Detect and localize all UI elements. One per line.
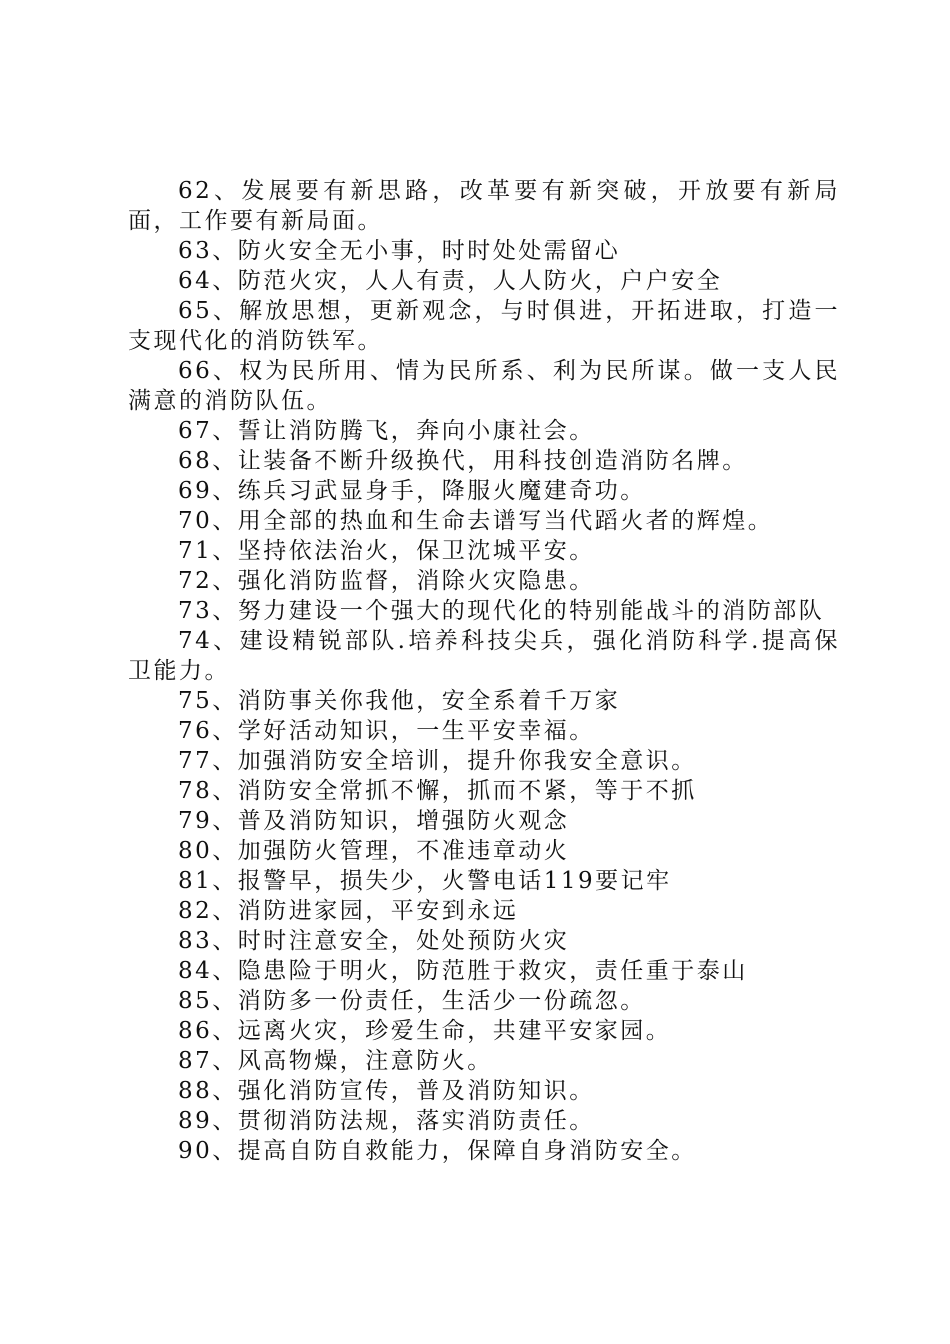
paragraph: 71、坚持依法治火，保卫沈城平安。 — [178, 538, 595, 564]
paragraph: 81、报警早，损失少，火警电话119要记牢 — [178, 868, 672, 894]
paragraph: 72、强化消防监督，消除火灾隐患。 — [178, 568, 595, 594]
paragraph: 78、消防安全常抓不懈，抓而不紧，等于不抓 — [178, 778, 697, 804]
paragraph: 86、远离火灾，珍爱生命，共建平安家园。 — [178, 1018, 672, 1044]
paragraph: 73、努力建设一个强大的现代化的特别能战斗的消防部队 — [178, 598, 825, 624]
paragraph: 67、誓让消防腾飞，奔向小康社会。 — [178, 418, 595, 444]
paragraph: 66、权为民所用、情为民所系、利为民所谋。做一支人民满意的消防队伍。 — [128, 358, 840, 414]
document-body — [128, 176, 840, 1166]
paragraph: 76、学好活动知识，一生平安幸福。 — [178, 718, 595, 744]
paragraph: 87、风高物燥，注意防火。 — [178, 1048, 493, 1074]
paragraph: 63、防火安全无小事，时时处处需留心 — [178, 238, 621, 264]
paragraph: 90、提高自防自救能力，保障自身消防安全。 — [178, 1138, 697, 1164]
paragraph: 83、时时注意安全，处处预防火灾 — [178, 928, 570, 954]
paragraph: 82、消防进家园，平安到永远 — [178, 898, 519, 924]
paragraph: 62、发展要有新思路，改革要有新突破，开放要有新局面，工作要有新局面。 — [128, 178, 840, 234]
paragraph: 70、用全部的热血和生命去谱写当代蹈火者的辉煌。 — [178, 508, 774, 534]
paragraph: 64、防范火灾，人人有责，人人防火，户户安全 — [178, 268, 723, 294]
paragraph: 89、贯彻消防法规，落实消防责任。 — [178, 1108, 595, 1134]
paragraph: 68、让装备不断升级换代，用科技创造消防名牌。 — [178, 448, 748, 474]
paragraph: 65、解放思想，更新观念，与时俱进，开拓进取，打造一支现代化的消防铁军。 — [128, 298, 840, 354]
paragraph: 75、消防事关你我他，安全系着千万家 — [178, 688, 621, 714]
paragraph: 84、隐患险于明火，防范胜于救灾，责任重于泰山 — [178, 958, 748, 984]
paragraph: 85、消防多一份责任，生活少一份疏忽。 — [178, 988, 646, 1014]
paragraph: 77、加强消防安全培训，提升你我安全意识。 — [178, 748, 697, 774]
paragraph: 80、加强防火管理，不准违章动火 — [178, 838, 570, 864]
paragraph: 69、练兵习武显身手，降服火魔建奇功。 — [178, 478, 646, 504]
paragraph: 79、普及消防知识，增强防火观念 — [178, 808, 570, 834]
paragraph: 74、建设精锐部队.培养科技尖兵，强化消防科学.提高保卫能力。 — [128, 628, 840, 684]
paragraph: 88、强化消防宣传，普及消防知识。 — [178, 1078, 595, 1104]
